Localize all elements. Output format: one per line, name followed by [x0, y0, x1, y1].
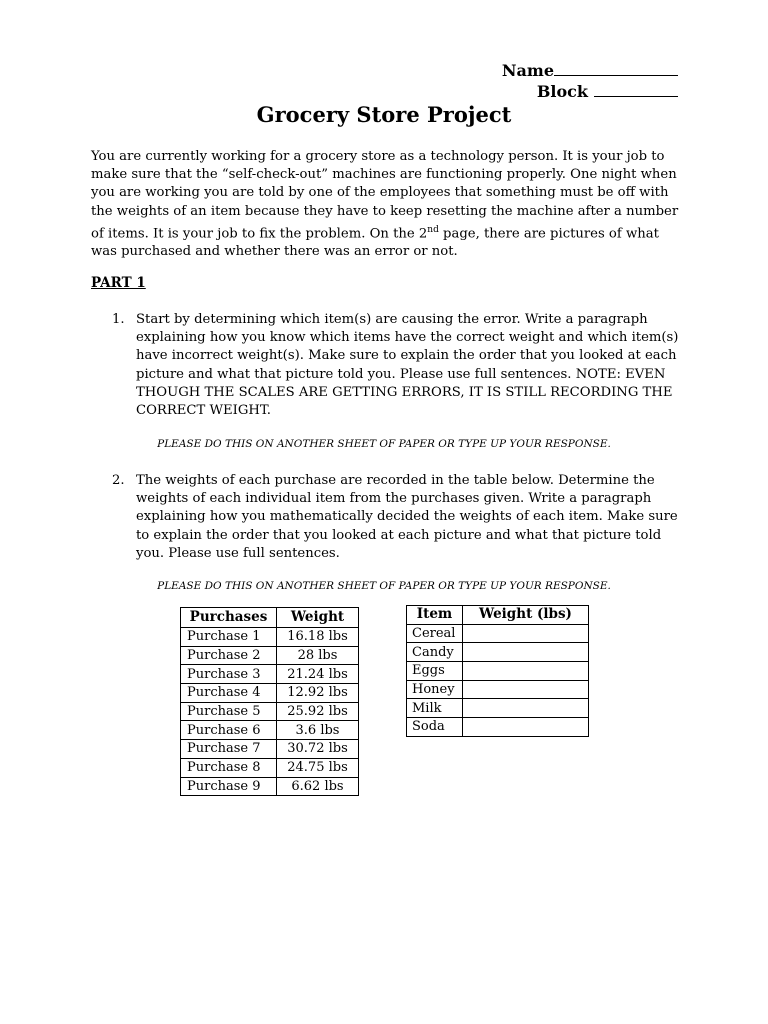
- name-label: Name: [501, 61, 554, 80]
- weight-answer-cell[interactable]: [463, 624, 589, 643]
- item-cell: Milk: [407, 699, 463, 718]
- table-row: [407, 662, 589, 681]
- table-row: [407, 699, 589, 718]
- instruction-note: PLEASE DO THIS ON ANOTHER SHEET OF PAPER OR TYPE UP YOUR RESPONSE.: [157, 580, 611, 592]
- page-title: Grocery Store Project: [256, 102, 512, 127]
- item-weights-table: [406, 605, 589, 737]
- weight-cell: 6.62 lbs: [277, 777, 359, 796]
- purchase-cell: Purchase 2: [181, 646, 277, 665]
- purchase-cell: Purchase 8: [181, 758, 277, 777]
- intro-text-1: You are currently working for a grocery store as a technology person. It is your job to make sure that the “self-check-out” machines are functioning properly. One night when you are working you are told by one of the employees that something must be off with the weights of an item because they have to keep resetting the machine after a number of items. It is your job to fix the problem. On the 2: [91, 149, 679, 242]
- block-label: Block: [536, 82, 588, 101]
- table-row: [407, 643, 589, 662]
- purchase-cell: Purchase 6: [181, 721, 277, 740]
- item-cell: Candy: [407, 643, 463, 662]
- table-header-row: [407, 606, 589, 625]
- question-1: [91, 311, 681, 420]
- table-row: [407, 718, 589, 737]
- purchase-cell: Purchase 7: [181, 740, 277, 759]
- purchase-cell: Purchase 5: [181, 702, 277, 721]
- weight-answer-cell[interactable]: [463, 643, 589, 662]
- question-2: [91, 472, 681, 563]
- table-header-row: [181, 608, 359, 628]
- intro-paragraph: [91, 148, 681, 262]
- question-number: 1.: [112, 312, 125, 327]
- block-field: [537, 82, 678, 101]
- table-row: [407, 680, 589, 699]
- weight-cell: 24.75 lbs: [277, 758, 359, 777]
- purchases-table: [180, 607, 359, 796]
- block-blank[interactable]: [594, 82, 678, 97]
- item-cell: Honey: [407, 680, 463, 699]
- weight-cell: 30.72 lbs: [277, 740, 359, 759]
- purchase-cell: Purchase 3: [181, 665, 277, 684]
- item-cell: Soda: [407, 718, 463, 737]
- table-row: [181, 740, 359, 759]
- weight-cell: 12.92 lbs: [277, 684, 359, 703]
- table-row: [181, 684, 359, 703]
- weight-answer-cell[interactable]: [463, 718, 589, 737]
- weight-answer-cell[interactable]: [463, 662, 589, 681]
- intro-superscript: nd: [427, 224, 439, 235]
- instruction-note: PLEASE DO THIS ON ANOTHER SHEET OF PAPER OR TYPE UP YOUR RESPONSE.: [157, 438, 611, 450]
- table-row: [407, 624, 589, 643]
- table-row: [181, 721, 359, 740]
- part-heading: PART 1: [91, 275, 146, 291]
- table-row: [181, 777, 359, 796]
- purchase-cell: Purchase 4: [181, 684, 277, 703]
- question-text: Start by determining which item(s) are causing the error. Write a paragraph explaining how you know which items have the correct weight and which item(s) have incorrect weight(s). Make sure to explain the order that you looked at each picture and what that picture told you. Please use full sentences. NOTE: EVEN THOUGH THE SCALES ARE GETTING ERRORS, IT IS STILL RECORDING THE CORRECT WEIGHT.: [136, 312, 679, 419]
- weight-cell: 25.92 lbs: [277, 702, 359, 721]
- header-weight-lbs: Weight (lbs): [463, 606, 589, 625]
- table-row: [181, 665, 359, 684]
- intro-text-2: page, there are pictures of what was purchased and whether there was an error or not.: [91, 226, 659, 260]
- purchase-cell: Purchase 9: [181, 777, 277, 796]
- weight-cell: 21.24 lbs: [277, 665, 359, 684]
- question-text: The weights of each purchase are recorded in the table below. Determine the weights of each individual item from the purchases given. Write a paragraph explaining how you mathematically decided the weights of each item. Make sure to explain the order that you looked at each picture and what that picture told you. Please use full sentences.: [136, 473, 678, 561]
- weight-cell: 28 lbs: [277, 646, 359, 665]
- header-purchases: Purchases: [181, 608, 277, 628]
- header-weight: Weight: [277, 608, 359, 628]
- purchase-cell: Purchase 1: [181, 628, 277, 647]
- item-cell: Eggs: [407, 662, 463, 681]
- weight-answer-cell[interactable]: [463, 699, 589, 718]
- weight-answer-cell[interactable]: [463, 680, 589, 699]
- table-row: [181, 758, 359, 777]
- item-cell: Cereal: [407, 624, 463, 643]
- name-field: [502, 61, 678, 80]
- question-number: 2.: [112, 473, 125, 488]
- table-row: [181, 628, 359, 647]
- table-row: [181, 702, 359, 721]
- table-row: [181, 646, 359, 665]
- weight-cell: 16.18 lbs: [277, 628, 359, 647]
- name-blank[interactable]: [554, 61, 678, 76]
- weight-cell: 3.6 lbs: [277, 721, 359, 740]
- header-item: Item: [407, 606, 463, 625]
